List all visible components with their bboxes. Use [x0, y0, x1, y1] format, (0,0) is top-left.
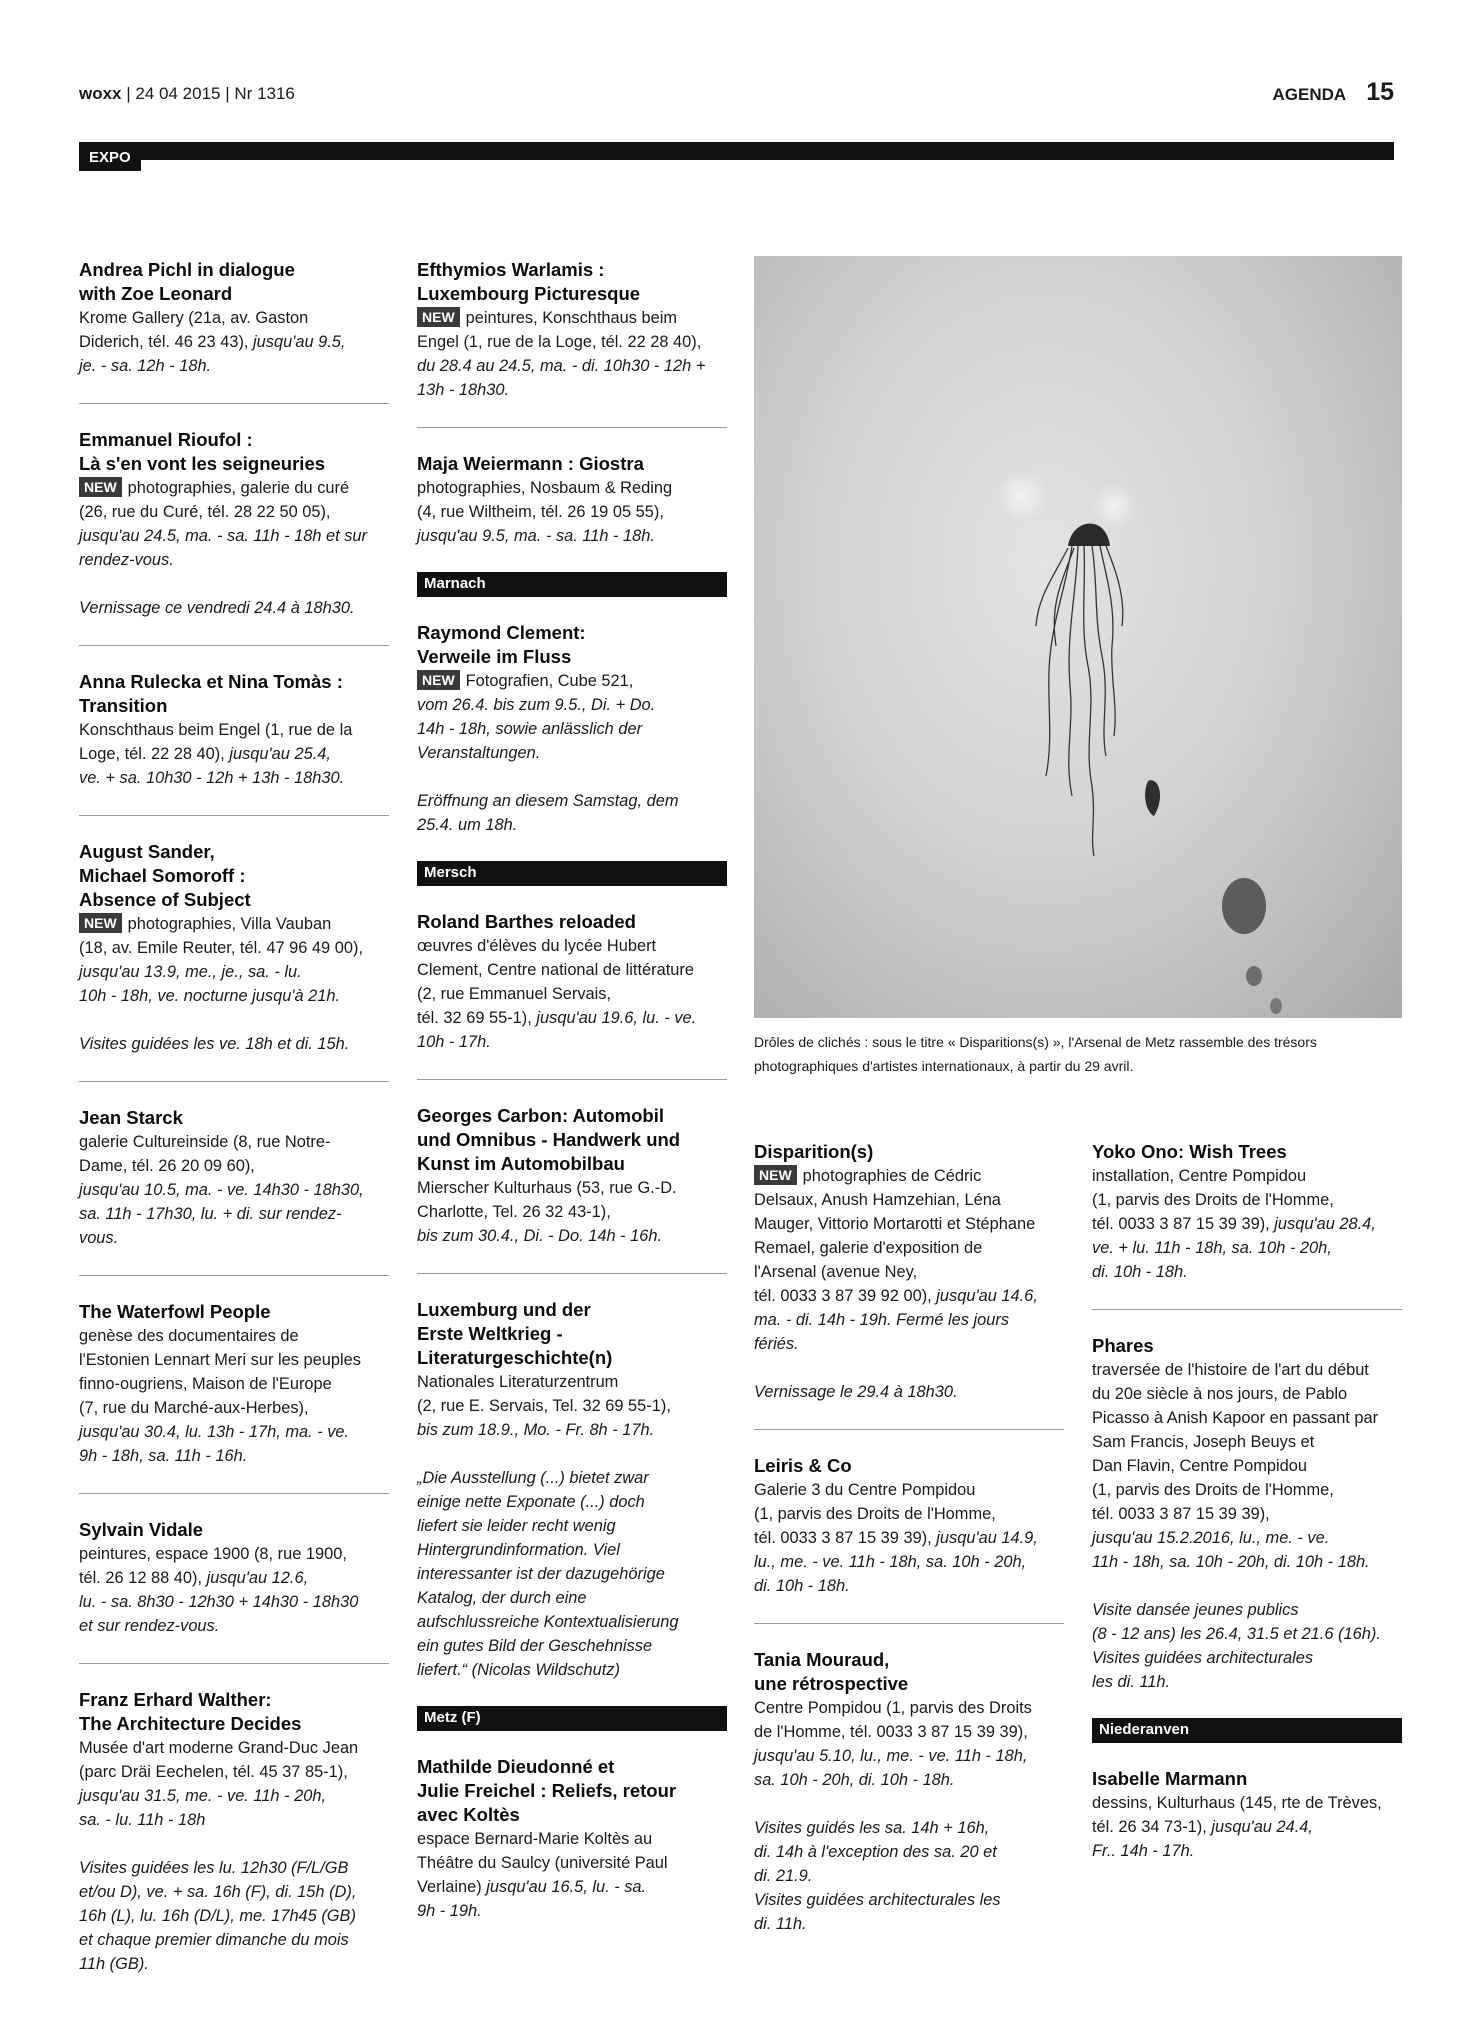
listing-details: NEW photographies, Villa Vauban (18, av. Emile Reuter, tél. 47 96 49 00), jusqu'au 13.9, me., je., sa. - lu. 10h - 18h, ve. nocturne jusqu'à 21h.: [79, 915, 363, 1005]
column-1: [79, 258, 389, 1976]
listing: [417, 1104, 727, 1248]
listing-details: NEW photographies, galerie du curé (26, rue du Curé, tél. 28 22 50 05), jusqu'au 24.5, ma. - sa. 11h - 18h et sur rendez-vous.: [79, 479, 368, 569]
listing-title: Jean Starck: [79, 1107, 183, 1128]
listing: [79, 1106, 389, 1250]
masthead: woxx | 24 04 2015 | Nr 1316: [79, 84, 295, 103]
listing-title: Yoko Ono: Wish Trees: [1092, 1141, 1287, 1162]
listing: [417, 910, 727, 1054]
listing: [417, 1298, 727, 1682]
listing-title: Disparition(s): [754, 1141, 874, 1162]
new-badge: NEW: [79, 913, 122, 933]
listing-title: Luxemburg und der Erste Weltkrieg - Literaturgeschichte(n): [417, 1299, 613, 1368]
listing-title: Georges Carbon: Automobil und Omnibus - Handwerk und Kunst im Automobilbau: [417, 1105, 681, 1174]
new-badge: NEW: [754, 1165, 797, 1185]
divider: [417, 427, 727, 428]
section-heading-niederanven: Niederanven: [1092, 1718, 1402, 1743]
listing-title: Tania Mouraud, une rétrospective: [754, 1649, 909, 1694]
listing-title: Anna Rulecka et Nina Tomàs : Transition: [79, 671, 343, 716]
page-header: [79, 78, 1394, 114]
listing-title: Franz Erhard Walther: The Architecture Decides: [79, 1689, 302, 1734]
listing: [79, 670, 389, 790]
listing-note: Vernissage ce vendredi 24.4 à 18h30.: [79, 599, 355, 617]
listing-details: NEW photographies de Cédric Delsaux, Anush Hamzehian, Léna Mauger, Vittorio Mortarotti et Stéphane Remael, galerie d'exposition de l'Arsenal (avenue Ney, tél. 0033 3 87 39 92 00), jusqu'au 14.6, ma. - di. 14h - 19h. Fermé les jours fériés.: [754, 1167, 1038, 1353]
divider: [417, 1079, 727, 1080]
listing: [1092, 1140, 1402, 1284]
jellyfish-photo: [754, 256, 1402, 1018]
listing-details: œuvres d'élèves du lycée Hubert Clement, Centre national de littérature (2, rue Emmanuel Servais, tél. 32 69 55-1), jusqu'au 19.6, lu. - ve. 10h - 17h.: [417, 937, 697, 1051]
listing: [417, 621, 727, 837]
divider: [79, 1493, 389, 1494]
listing-details: galerie Cultureinside (8, rue Notre- Dame, tél. 26 20 09 60), jusqu'au 10.5, ma. - ve. 14h30 - 18h30, sa. 11h - 17h30, lu. + di. sur rendez- vous.: [79, 1133, 364, 1247]
listing: [417, 1755, 727, 1923]
listing-details: photographies, Nosbaum & Reding (4, rue Wiltheim, tél. 26 19 05 55), jusqu'au 9.5, ma. - sa. 11h - 18h.: [417, 479, 673, 545]
column-3: [754, 1140, 1064, 1936]
listing-title: Emmanuel Rioufol : Là s'en vont les seigneuries: [79, 429, 326, 474]
brand-name: woxx: [79, 84, 122, 103]
listing-note: Eröffnung an diesem Samstag, dem 25.4. um 18h.: [417, 792, 679, 834]
divider: [1092, 1309, 1402, 1310]
listing-details: genèse des documentaires de l'Estonien Lennart Meri sur les peuples finno-ougriens, Maison de l'Europe (7, rue du Marché-aux-Herbes), jusqu'au 30.4, lu. 13h - 17h, ma. - ve. 9h - 18h, sa. 11h - 16h.: [79, 1327, 361, 1465]
jellyfish-illustration: [754, 256, 1402, 1018]
divider: [79, 1081, 389, 1082]
listing-details: Mierscher Kulturhaus (53, rue G.-D. Charlotte, Tel. 26 32 43-1), bis zum 30.4., Di. - Do. 14h - 16h.: [417, 1179, 677, 1245]
listing: [79, 1300, 389, 1468]
listing-title: August Sander, Michael Somoroff : Absence of Subject: [79, 841, 251, 910]
listing-title: Maja Weiermann : Giostra: [417, 453, 644, 474]
listing: [79, 258, 389, 378]
section-name: AGENDA: [1272, 85, 1347, 104]
new-badge: NEW: [79, 477, 122, 497]
listing-title: Efthymios Warlamis : Luxembourg Picturesque: [417, 259, 641, 304]
listing: [417, 452, 727, 548]
listing: [417, 258, 727, 402]
section-header: [1273, 78, 1394, 107]
listing: [754, 1648, 1064, 1936]
listing: [754, 1140, 1064, 1404]
listing-details: installation, Centre Pompidou (1, parvis des Droits de l'Homme, tél. 0033 3 87 15 39 39), jusqu'au 28.4, ve. + lu. 11h - 18h, sa. 10h - 20h, di. 10h - 18h.: [1092, 1167, 1376, 1281]
divider: [79, 403, 389, 404]
listing: [754, 1454, 1064, 1598]
listing-title: Mathilde Dieudonné et Julie Freichel : Reliefs, retour avec Koltès: [417, 1756, 677, 1825]
listing-title: Roland Barthes reloaded: [417, 911, 636, 932]
section-heading-marnach: Marnach: [417, 572, 727, 597]
divider: [79, 1663, 389, 1664]
new-badge: NEW: [417, 307, 460, 327]
listing-details: peintures, espace 1900 (8, rue 1900, tél. 26 12 88 40), jusqu'au 12.6, lu. - sa. 8h30 - 12h30 + 14h30 - 18h30 et sur rendez-vous.: [79, 1545, 359, 1635]
column-4: [1092, 1140, 1402, 1863]
divider: [754, 1623, 1064, 1624]
category-bar: [79, 142, 1394, 160]
listing-details: Centre Pompidou (1, parvis des Droits de l'Homme, tél. 0033 3 87 15 39 39), jusqu'au 5.10, lu., me. - ve. 11h - 18h, sa. 10h - 20h, di. 10h - 18h.: [754, 1699, 1032, 1789]
divider: [79, 815, 389, 816]
listing-details: Galerie 3 du Centre Pompidou (1, parvis des Droits de l'Homme, tél. 0033 3 87 15 39 39), jusqu'au 14.9, lu., me. - ve. 11h - 18h, sa. 10h - 20h, di. 10h - 18h.: [754, 1481, 1038, 1595]
listing-details: Krome Gallery (21a, av. Gaston Diderich, tél. 46 23 43), jusqu'au 9.5, je. - sa. 12h - 18h.: [79, 309, 346, 375]
listing-title: Phares: [1092, 1335, 1154, 1356]
listing-note: Visites guidées les ve. 18h et di. 15h.: [79, 1035, 350, 1053]
listing-details: Nationales Literaturzentrum (2, rue E. Servais, Tel. 32 69 55-1), bis zum 18.9., Mo. - Fr. 8h - 17h.: [417, 1373, 671, 1439]
listing-details: traversée de l'histoire de l'art du début du 20e siècle à nos jours, de Pablo Picasso à Anish Kapoor en passant par Sam Francis, Joseph Beuys et Dan Flavin, Centre Pompidou (1, parvis des Droits de l'Homme, tél. 0033 3 87 15 39 39), jusqu'au 15.2.2016, lu., me. - ve. 11h - 18h, sa. 10h - 20h, di. 10h - 18h.: [1092, 1361, 1379, 1571]
listing: [79, 428, 389, 620]
listing: [79, 1688, 389, 1976]
issue-date: 24 04 2015: [135, 84, 221, 103]
listing-title: Raymond Clement: Verweile im Fluss: [417, 622, 586, 667]
listing-note: Visites guidées les lu. 12h30 (F/L/GB et/ou D), ve. + sa. 16h (F), di. 15h (D), 16h (L), lu. 16h (D/L), me. 17h45 (GB) et chaque premier dimanche du mois 11h (GB).: [79, 1859, 357, 1973]
listing-title: Andrea Pichl in dialogue with Zoe Leonard: [79, 259, 295, 304]
divider: [417, 1273, 727, 1274]
listing-note: Visite dansée jeunes publics (8 - 12 ans) les 26.4, 31.5 et 21.6 (16h). Visites guidées architecturales les di. 11h.: [1092, 1601, 1381, 1691]
listing-quote: „Die Ausstellung (...) bietet zwar einige nette Exponate (...) doch liefert sie leider recht wenig Hintergrundinformation. Viel interessanter ist der dazugehörige Katalog, der durch eine aufschlussreiche Kontextualisierung ein gutes Bild der Geschehnisse liefert.“ (Nicolas Wildschutz): [417, 1469, 679, 1679]
listing-note: Vernissage le 29.4 à 18h30.: [754, 1383, 958, 1401]
listing-title: Sylvain Vidale: [79, 1519, 204, 1540]
listing: [79, 1518, 389, 1638]
listing-details: espace Bernard-Marie Koltès au Théâtre du Saulcy (université Paul Verlaine) jusqu'au 16.5, lu. - sa. 9h - 19h.: [417, 1830, 668, 1920]
new-badge: NEW: [417, 670, 460, 690]
listing-title: Leiris & Co: [754, 1455, 852, 1476]
listing-details: NEW peintures, Konschthaus beim Engel (1, rue de la Loge, tél. 22 28 40), du 28.4 au 24.5, ma. - di. 10h30 - 12h + 13h - 18h30.: [417, 309, 706, 399]
listing-details: dessins, Kulturhaus (145, rte de Trèves, tél. 26 34 73-1), jusqu'au 24.4, Fr.. 14h - 17h.: [1092, 1794, 1382, 1860]
listing-details: Konschthaus beim Engel (1, rue de la Loge, tél. 22 28 40), jusqu'au 25.4, ve. + sa. 10h30 - 12h + 13h - 18h30.: [79, 721, 353, 787]
photo-caption: Drôles de clichés : sous le titre « Disparitions(s) », l'Arsenal de Metz rassemble des trésors photographiques d'artistes internationaux, à partir du 29 avril.: [754, 1034, 1317, 1074]
issue-number: Nr 1316: [234, 84, 295, 103]
divider: [79, 1275, 389, 1276]
listing-details: NEW Fotografien, Cube 521, vom 26.4. bis zum 9.5., Di. + Do. 14h - 18h, sowie anlässlich der Veranstaltungen.: [417, 672, 656, 762]
section-heading-mersch: Mersch: [417, 861, 727, 886]
listing-title: The Waterfowl People: [79, 1301, 271, 1322]
column-2: [417, 258, 727, 1923]
listing: [1092, 1334, 1402, 1694]
divider: [79, 645, 389, 646]
section-heading-metz: Metz (F): [417, 1706, 727, 1731]
category-label: EXPO: [79, 148, 141, 171]
listing: [79, 840, 389, 1056]
listing-details: Musée d'art moderne Grand-Duc Jean (parc Dräi Eechelen, tél. 45 37 85-1), jusqu'au 31.5, me. - ve. 11h - 20h, sa. - lu. 11h - 18h: [79, 1739, 359, 1829]
listing-note: Visites guidés les sa. 14h + 16h, di. 14h à l'exception des sa. 20 et di. 21.9. Visites guidées architecturales les di. 11h.: [754, 1819, 1001, 1933]
listing-title: Isabelle Marmann: [1092, 1768, 1248, 1789]
page-number: 15: [1366, 78, 1394, 106]
listing: [1092, 1767, 1402, 1863]
divider: [754, 1429, 1064, 1430]
